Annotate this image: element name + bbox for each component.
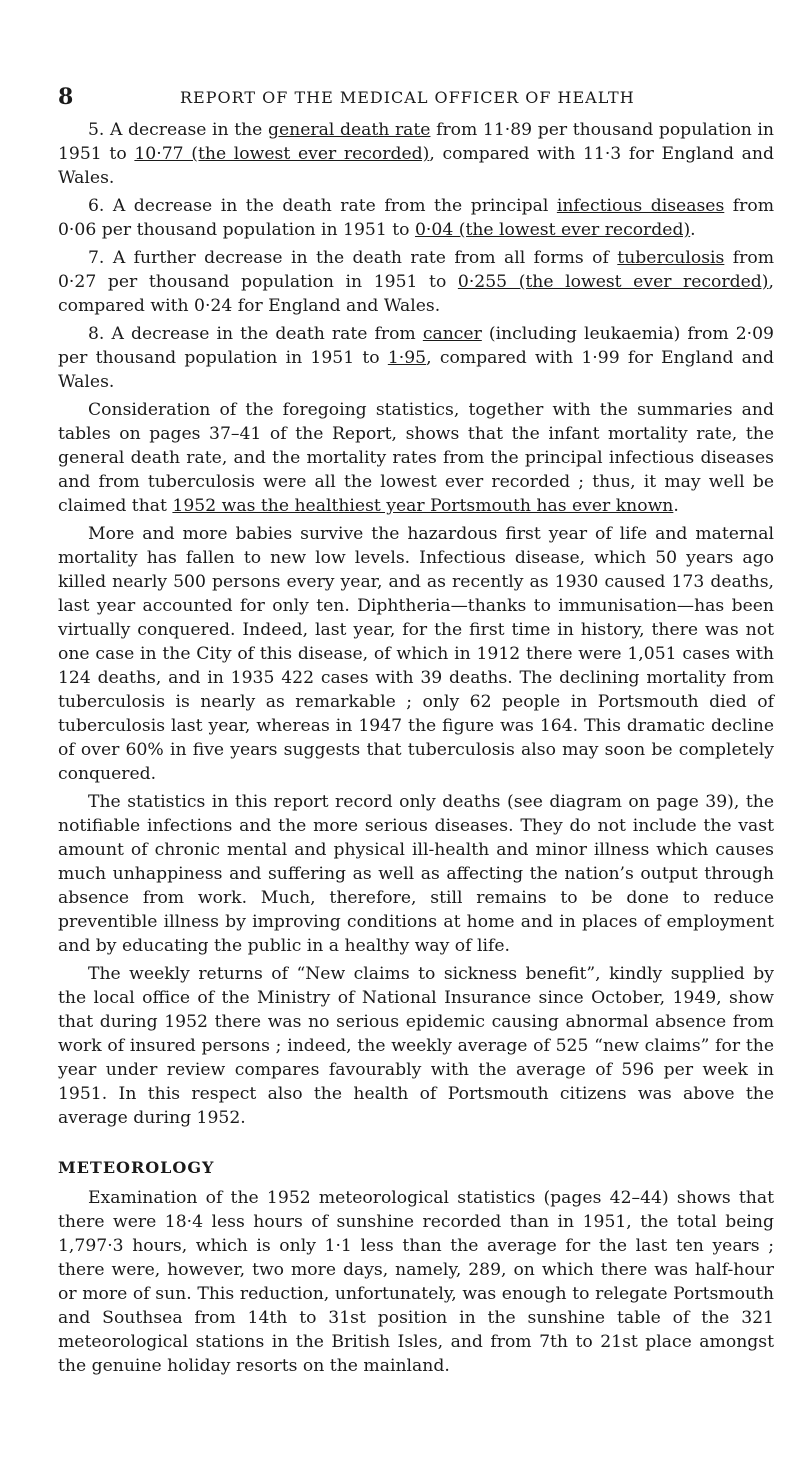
underlined-phrase: 0·04 (the lowest ever recorded)	[415, 220, 691, 240]
paragraph-statistics-scope: The statistics in this report record only deaths (see diagram on page 39), the notifiable infections and the more serious diseases. They do not include the vast amount of chronic mental and physical ill-health and minor illness which causes much unhappiness and suffering as well as affecting the nation’s output through absence from work. Much, therefore, still remains to be done to reduce preventible illness by improving conditions at home and in places of employment and by educating the public in a healthy way of life.	[58, 792, 774, 956]
paragraph-infant-mortality: More and more babies survive the hazardous first year of life and maternal mortality has fallen to new low levels. Infectious disease, which 50 years ago killed nearly 500 persons every year, and as recently as 1930 caused 173 deaths, last year accounted for only ten. Diphtheria—thanks to immunisation—has been virtually conquered. Indeed, last year, for the first time in history, there was not one case in the City of this disease, of which in 1912 there were 1,051 cases with 124 deaths, and in 1935 422 cases with 39 deaths. The declining mortality from tuberculosis is nearly as remarkable ; only 62 people in Portsmouth died of tuberculosis last year, whereas in 1947 the figure was 164. This dramatic decline of over 60% in five years suggests that tuberculosis also may soon be completely conquered.	[58, 524, 774, 784]
list-item: 6. A decrease in the death rate from the principal infectious diseases from 0·06 per thousand population in 1951 to 0·04 (the lowest ever recorded).	[58, 196, 774, 240]
underlined-phrase: cancer	[422, 324, 482, 344]
paragraph-meteorology: Examination of the 1952 meteorological statistics (pages 42–44) shows that there were 18·4 less hours of sunshine recorded than in 1951, the total being 1,797·3 hours, which is only 1·1 less than the average for the last ten years ; there were, however, two more days, namely, 289, on which there was half-hour or more of sun. This reduction, unfortunately, was enough to relegate Portsmouth and Southsea from 14th to 31st position in the sunshine table of the 321 meteorological stations in the British Isles, and from 7th to 21st place amongst the genuine holiday resorts on the mainland.	[58, 1188, 774, 1376]
consideration-paragraph: Consideration of the foregoing statistics, together with the summaries and tables on pages 37–41 of the Report, shows that the infant mortality rate, the general death rate, and the mortality rates from the principal infectious diseases and from tuberculosis were all the lowest ever recorded ; thus, it may well be claimed that 1952 was the healthiest year Portsmouth has ever known.	[58, 400, 774, 516]
list-item: 5. A decrease in the general death rate from 11·89 per thousand population in 1951 to 10·77 (the lowest ever recorded), compared with 11·3 for England and Wales.	[58, 120, 774, 188]
page-header	[58, 84, 770, 114]
page-number: 8	[58, 84, 74, 110]
underlined-phrase: infectious diseases	[556, 196, 725, 216]
healthiest-year-claim: 1952 was the healthiest year Portsmouth has ever known	[172, 496, 674, 516]
running-title: REPORT OF THE MEDICAL OFFICER OF HEALTH	[180, 88, 635, 107]
underlined-phrase: general death rate	[267, 120, 431, 140]
document-body	[58, 118, 774, 1382]
list-item: 8. A decrease in the death rate from cancer (including leukaemia) from 2·09 per thousand population in 1951 to 1·95, compared with 1·99 for England and Wales.	[58, 324, 774, 392]
underlined-phrase: 1·95	[387, 348, 427, 368]
list-item: 7. A further decrease in the death rate from all forms of tuberculosis from 0·27 per thousand population in 1951 to 0·255 (the lowest ever recorded), compared with 0·24 for England and Wales.	[58, 248, 774, 316]
paragraph-sickness-claims: The weekly returns of “New claims to sickness benefit”, kindly supplied by the local office of the Ministry of National Insurance since October, 1949, show that during 1952 there was no serious epidemic causing abnormal absence from work of insured persons ; indeed, the weekly average of 525 “new claims” for the year under review compares favourably with the average of 596 per week in 1951. In this respect also the health of Portsmouth citizens was above the average during 1952.	[58, 964, 774, 1128]
underlined-phrase: tuberculosis	[617, 248, 725, 268]
underlined-phrase: 10·77 (the lowest ever recorded)	[134, 144, 430, 164]
underlined-phrase: 0·255 (the lowest ever recorded)	[457, 272, 769, 292]
section-heading-meteorology: METEOROLOGY	[58, 1158, 215, 1177]
